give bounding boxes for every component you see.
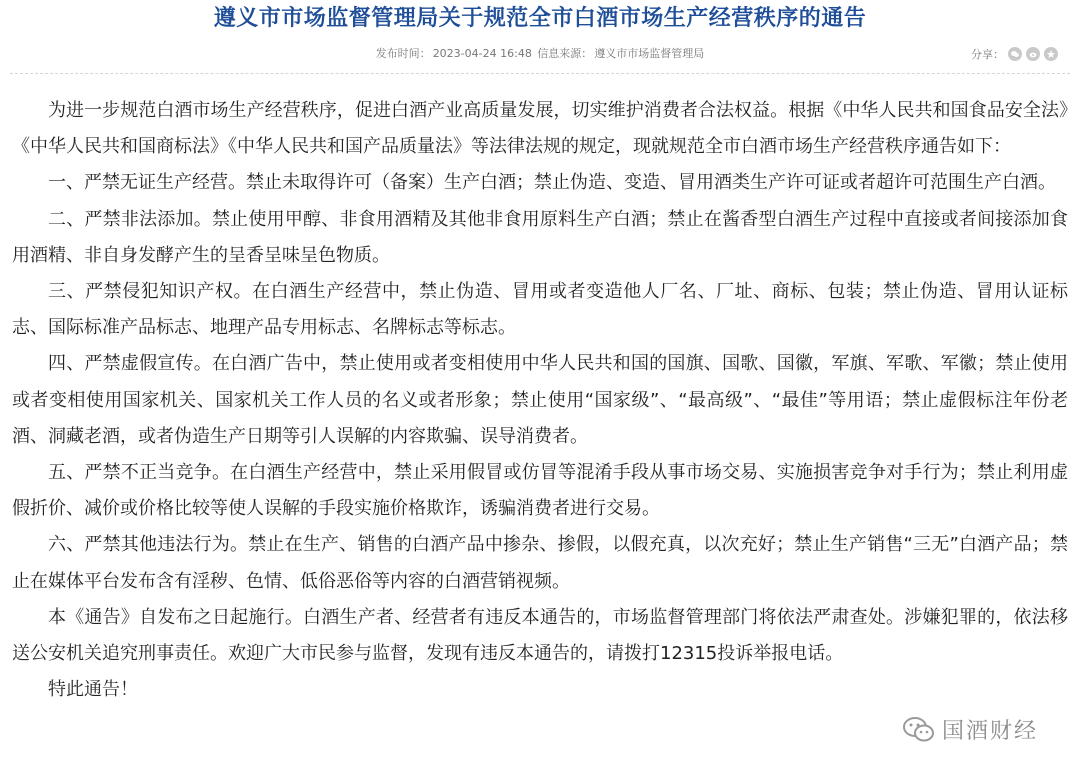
qzone-icon[interactable] [1044, 47, 1058, 61]
source-label: 信息来源： [537, 47, 593, 60]
article-meta [0, 46, 1080, 62]
article-body [12, 93, 1068, 708]
source-name: 遵义市市场监督管理局 [594, 47, 705, 60]
paragraph-item-4: 四、严禁虚假宣传。在白酒广告中，禁止使用或者变相使用中华人民共和国的国旗、国歌、国徽，军旗、军歌、军徽；禁止使用或者变相使用国家机关、国家机关工作人员的名义或者形象；禁止使用“国家级”、“最高级”、“最佳”等用语；禁止虚假标注年份老酒、洞藏老酒，或者伪造生产日期等引人误解的内容欺骗、误导消费者。 [12, 353, 1068, 447]
wechat-logo-icon [902, 715, 936, 745]
share-label: 分享： [971, 48, 1004, 61]
share-bar [971, 44, 1058, 64]
paragraph-item-6: 六、严禁其他违法行为。禁止在生产、销售的白酒产品中掺杂、掺假，以假充真，以次充好；禁止生产销售“三无”白酒产品；禁止在媒体平台发布含有淫秽、色情、低俗恶俗等内容的白酒营销视频。 [12, 534, 1068, 592]
paragraph-item-5: 五、严禁不正当竞争。在白酒生产经营中，禁止采用假冒或仿冒等混淆手段从事市场交易、实施损害竞争对手行为；禁止利用虚假折价、减价或价格比较等使人误解的手段实施价格欺诈，诱骗消费者进行交易。 [12, 462, 1068, 520]
page-title: 遵义市市场监督管理局关于规范全市白酒市场生产经营秩序的通告 [213, 6, 867, 31]
watermark-text: 国酒财经 [942, 719, 1039, 744]
watermark [898, 712, 1042, 747]
paragraph-item-1: 一、严禁无证生产经营。禁止未取得许可（备案）生产白酒；禁止伪造、变造、冒用酒类生产许可证或者超许可范围生产白酒。 [48, 172, 1056, 194]
paragraph-item-2: 二、严禁非法添加。禁止使用甲醇、非食用酒精及其他非食用原料生产白酒；禁止在酱香型白酒生产过程中直接或者间接添加食用酒精、非自身发酵产生的呈香呈味呈色物质。 [12, 208, 1068, 266]
paragraph-effective: 本《通告》自发布之日起施行。白酒生产者、经营者有违反本通告的，市场监督管理部门将依法严肃查处。涉嫌犯罪的，依法移送公安机关追究刑事责任。欢迎广大市民参与监督，发现有违反本通告的，请拨打12315投诉举报电话。 [12, 606, 1068, 665]
publish-time: 2023-04-24 16:48 [432, 47, 532, 60]
paragraph-item-3: 三、严禁侵犯知识产权。在白酒生产经营中，禁止伪造、冒用或者变造他人厂名、厂址、商标、包装；禁止伪造、冒用认证标志、国际标准产品标志、地理产品专用标志、名牌标志等标志。 [12, 281, 1068, 339]
paragraph-intro: 为进一步规范白酒市场生产经营秩序，促进白酒产业高质量发展，切实维护消费者合法权益。根据《中华人民共和国食品安全法》《中华人民共和国商标法》《中华人民共和国产品质量法》等法律法规的规定，现就规范全市白酒市场生产经营秩序通告如下： [12, 100, 1068, 158]
weibo-icon[interactable] [1026, 47, 1040, 61]
divider [10, 73, 1070, 74]
wechat-icon[interactable] [1008, 47, 1022, 61]
paragraph-closing: 特此通告！ [48, 679, 138, 701]
publish-time-label: 发布时间： [375, 47, 431, 60]
